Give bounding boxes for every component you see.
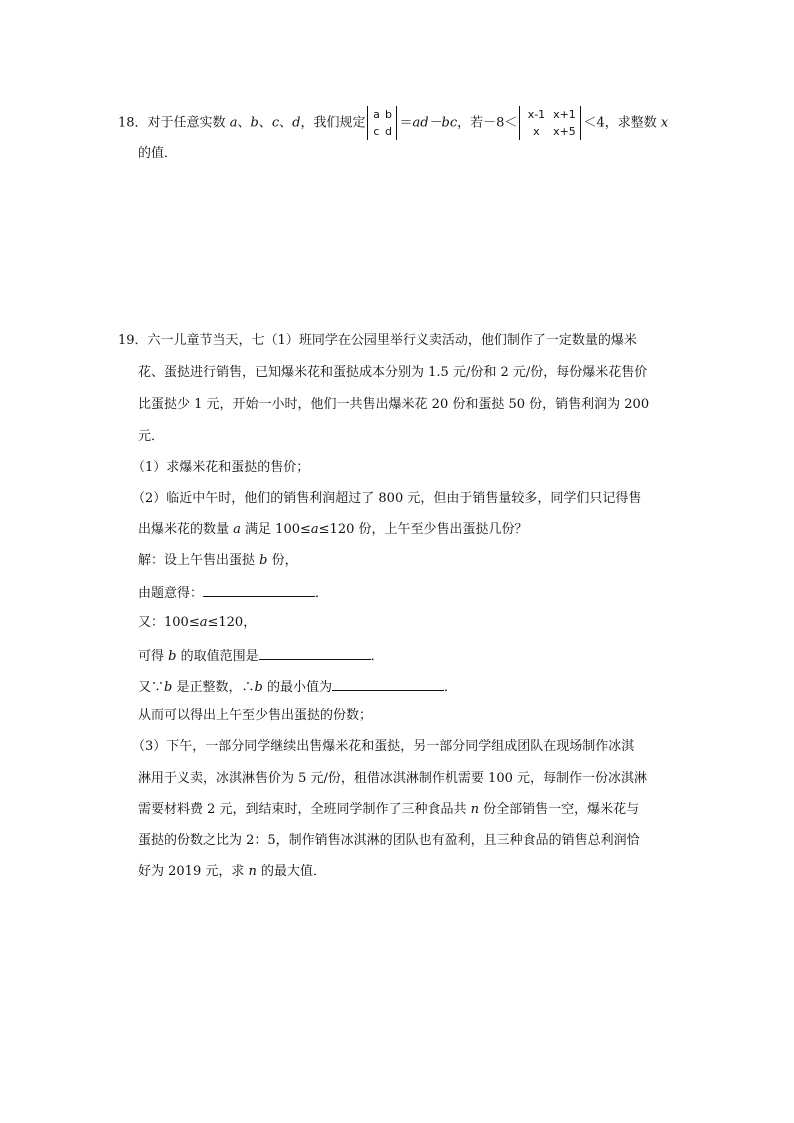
det-cell: d <box>384 125 392 138</box>
q19-text: 份全部销售一空，爆米花与 <box>479 802 640 817</box>
q18-var-c: c <box>271 115 280 131</box>
det-cell: x+5 <box>553 125 576 138</box>
var-b: b <box>164 680 173 695</box>
det-cell: x-1 <box>527 108 546 121</box>
q18-number: 18． <box>118 115 148 131</box>
q19-text: 份， <box>267 553 298 568</box>
var-a: a <box>233 522 241 537</box>
solution-line-2 <box>138 582 328 604</box>
q19-text: 的最小值为 <box>262 680 332 695</box>
q19-text: 是正整数，∴ <box>172 680 255 695</box>
answer-blank-inequality[interactable] <box>203 582 315 597</box>
q19-text: 由题意得： <box>138 586 204 601</box>
var-b: b <box>168 649 177 664</box>
q19-part-2-line-2 <box>138 520 528 540</box>
q18-var-d: d <box>292 115 301 131</box>
var-n: n <box>248 864 257 879</box>
definition-determinant <box>367 106 397 140</box>
q19-text: ≤120 份，上午至少售出蛋挞几份？ <box>318 522 528 537</box>
det-cell: x+1 <box>553 108 576 121</box>
q19-text: 的最大值． <box>256 864 326 879</box>
q19-text: 可得 <box>138 649 169 664</box>
q19-text: 解：设上午售出蛋挞 <box>138 553 260 568</box>
q19-text: ． <box>370 649 384 664</box>
solution-line-3 <box>138 613 256 633</box>
q19-text: 好为 2019 元，求 <box>138 864 249 879</box>
var-a: a <box>199 615 208 630</box>
q19-text: 的取值范围是 <box>176 649 259 664</box>
det-cell: c <box>373 125 380 138</box>
q19-part-3-line-1: （3）下午，一部分同学继续出售爆米花和蛋挞，另一部分同学组成团队在现场制作冰淇 <box>132 739 635 754</box>
q19-line-3: 比蛋挞少 1 元，开始一小时，他们一共售出爆米花 20 份和蛋挞 50 份，销售利润为 200 <box>138 397 650 412</box>
q19-line-1 <box>118 331 637 351</box>
var-a: a <box>310 522 319 537</box>
solution-line-4 <box>138 645 384 667</box>
q19-line-2: 花、蛋挞进行销售，已知爆米花和蛋挞成本分别为 1.5 元/份和 2 元/份，每份爆米花售价 <box>138 365 648 380</box>
q19-line-4: 元． <box>138 429 165 444</box>
det-cell: x <box>533 125 540 138</box>
q19-text: ． <box>315 586 329 601</box>
q19-text: 又：100≤ <box>138 615 200 630</box>
condition-determinant <box>519 106 581 140</box>
q18-sep: 、 <box>279 115 293 131</box>
q19-part-3-line-4: 蛋挞的份数之比为 2：5，制作销售冰淇淋的团队也有盈利，且三种食品的销售总利润恰 <box>138 833 640 848</box>
q18-equals: ＝ <box>399 115 413 131</box>
var-n: n <box>470 802 480 817</box>
det-cell: b <box>384 108 392 121</box>
q18-line-1 <box>118 106 668 140</box>
solution-line-5 <box>138 676 457 698</box>
q18-sep: 、 <box>237 115 251 131</box>
q19-part-3-line-5 <box>138 862 326 882</box>
var-b: b <box>259 553 268 568</box>
q19-part-3-line-3 <box>138 800 639 820</box>
q19-text: ． <box>443 680 457 695</box>
det-cell: a <box>373 108 380 121</box>
answer-blank-range[interactable] <box>259 645 371 660</box>
q19-text: 出爆米花的数量 <box>138 522 234 537</box>
answer-blank-minimum[interactable] <box>332 676 444 691</box>
q19-text: 需要材料费 2 元，到结束时，全班同学制作了三种食品共 <box>138 802 471 817</box>
q18-text-4: ，若－8＜ <box>457 115 518 131</box>
q19-text: ≤120， <box>207 615 257 630</box>
q19-part-3-line-2: 淋用于义卖，冰淇淋售价为 5 元/份，租借冰淇淋制作机需要 100 元，每制作一份冰淇淋 <box>138 771 647 786</box>
q18-var-b: b <box>250 115 259 131</box>
q18-var-a: a <box>229 115 238 131</box>
q19-text: 满足 100≤ <box>240 522 311 537</box>
var-b: b <box>254 680 263 695</box>
q19-text: 六一儿童节当天，七（1）班同学在公园里举行义卖活动，他们制作了一定数量的爆米 <box>147 333 637 348</box>
q18-text-1: 对于任意实数 <box>147 115 230 131</box>
q19-part-2-line-1: （2）临近中午时，他们的销售利润超过了 800 元，但由于销售量较多，同学们只记得售 <box>132 491 642 506</box>
q18-text-2: ，我们规定 <box>300 115 366 131</box>
q18-var-x: x <box>660 115 669 131</box>
q19-part-1: （1）求爆米花和蛋挞的售价； <box>132 460 310 475</box>
q18-line-2: 的值． <box>138 146 178 161</box>
q18-text-5: ＜4，求整数 <box>583 115 661 131</box>
solution-line-1 <box>138 551 298 571</box>
q18-sep: 、 <box>258 115 272 131</box>
q19-text: 又∵ <box>138 680 165 695</box>
solution-line-6: 从而可以得出上午至少售出蛋挞的份数； <box>138 708 373 723</box>
q19-number: 19． <box>118 333 148 348</box>
q18-formula: ad－bc <box>412 115 458 131</box>
